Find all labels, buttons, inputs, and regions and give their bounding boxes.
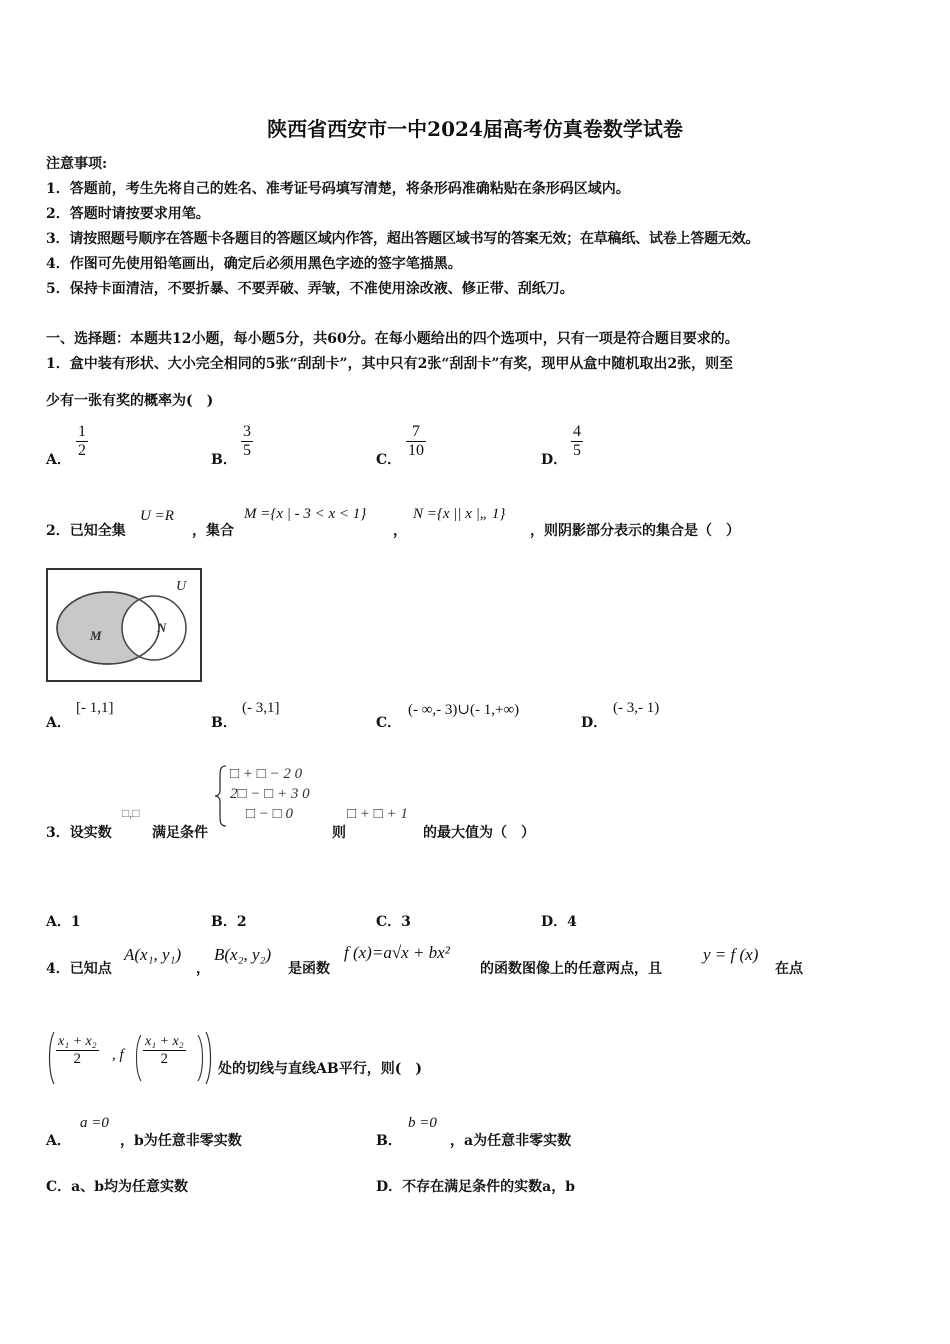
venn-label-n: N — [157, 620, 167, 635]
q4-comma: ， — [196, 961, 210, 977]
q2-option-b-label: B． — [211, 715, 237, 731]
q1-stem-line2: 少有一张有奖的概率为( ) — [46, 393, 214, 409]
q4-function: f (x)=a√x + bx² — [344, 943, 450, 962]
q2-universal-set: U =R — [140, 508, 174, 524]
q4-y-eq: y = f (x) — [703, 945, 759, 964]
q3-option-c: C．3 — [376, 914, 411, 930]
q4-option-d: D．不存在满足条件的实数a，b — [376, 1179, 576, 1195]
constraint-3: □ − □ 0 — [246, 806, 293, 822]
right-paren-icon — [204, 1030, 214, 1086]
q4-option-a-math: a =0 — [80, 1115, 109, 1131]
left-brace-icon — [214, 764, 228, 828]
constraint-2: 2□ − □ + 3 0 — [230, 786, 310, 802]
note-item-4: 4．作图可先使用铅笔画出，确定后必须用黑色字迹的签字笔描黑。 — [46, 256, 462, 272]
note-item-1: 1．答题前，考生先将自己的姓名、准考证号码填写清楚，将条形码准确粘贴在条形码区域内。 — [46, 181, 630, 197]
q2-set-n: N ={x || x |„ 1} — [413, 506, 506, 522]
q2-option-a-label: A． — [46, 715, 71, 731]
q3-constraint-system — [214, 764, 329, 828]
q4-option-b-text: ，a为任意非零实数 — [450, 1133, 572, 1149]
q3-option-a: A．1 — [46, 914, 81, 930]
q3-then: 则 — [332, 825, 346, 841]
q4-option-b-math: b =0 — [408, 1115, 437, 1131]
q4-mid1: 是函数 — [288, 961, 330, 977]
q2-suffix: ，则阴影部分表示的集合是（ ） — [530, 523, 740, 539]
inner-left-paren-icon — [133, 1033, 143, 1083]
venn-diagram — [46, 568, 202, 682]
q3-suffix: 的最大值为（ ） — [423, 825, 535, 841]
q4-midpoint-expression: x₁ + x₂ 2 , f x₁ + x₂ 2 — [46, 1030, 216, 1086]
q2-option-c-value: (- ∞,- 3)∪(- 1,+∞) — [408, 702, 520, 718]
section-header: 一、选择题：本题共12小题，每小题5分，共60分。在每小题给出的四个选项中，只有一项是符合题目要求的。 — [46, 331, 739, 347]
note-item-3: 3．请按照题号顺序在答题卡各题目的答题区域内作答，超出答题区域书写的答案无效；在草稿纸、试卷上答题无效。 — [46, 231, 760, 247]
q2-mid: ，集合 — [192, 523, 234, 539]
q2-option-c-label: C． — [376, 715, 402, 731]
q3-variables: □,□ — [122, 806, 140, 820]
venn-label-m: M — [90, 628, 102, 643]
q4-option-c: C．a、b均为任意实数 — [46, 1179, 189, 1195]
constraint-1: □ + □ − 2 0 — [230, 766, 303, 782]
q3-prefix: 3．设实数 — [46, 825, 112, 841]
q4-suffix2: 处的切线与直线AB平行，则( ) — [218, 1061, 422, 1077]
q2-option-d-label: D． — [581, 715, 608, 731]
q4-suffix1: 在点 — [775, 961, 803, 977]
q3-option-d: D．4 — [541, 914, 577, 930]
q4-option-a-label: A． — [46, 1133, 71, 1149]
q2-option-a-value: [- 1,1] — [76, 700, 114, 716]
q4-option-a-text: ，b为任意非零实数 — [120, 1133, 242, 1149]
q4-option-b-label: B． — [376, 1133, 402, 1149]
q4-mid2: 的函数图像上的任意两点，且 — [480, 961, 662, 977]
q2-option-b-value: (- 3,1] — [242, 700, 280, 716]
q4-point-b: B(x₂, y₂) — [214, 945, 272, 964]
notes-heading: 注意事项: — [46, 156, 108, 172]
q2-prefix: 2．已知全集 — [46, 523, 126, 539]
q1-stem-line1: 1．盒中装有形状、大小完全相同的5张“刮刮卡”，其中只有2张“刮刮卡”有奖，现甲从盒中随机取出2张，则至 — [46, 356, 734, 372]
q2-set-m: M ={x | - 3 < x < 1} — [244, 506, 367, 522]
q3-option-b: B．2 — [211, 914, 247, 930]
left-paren-icon — [46, 1030, 56, 1086]
q3-objective: □ + □ + 1 — [347, 806, 408, 822]
q4-prefix: 4．已知点 — [46, 961, 112, 977]
q2-option-d-value: (- 3,- 1) — [613, 700, 660, 716]
q3-mid: 满足条件 — [152, 825, 208, 841]
venn-label-u: U — [176, 579, 187, 594]
q2-comma: ， — [393, 523, 407, 539]
note-item-2: 2．答题时请按要求用笔。 — [46, 206, 210, 222]
q4-point-a: A(x₁, y₁) — [124, 945, 182, 964]
page-title: 陕西省西安市一中2024届高考仿真卷数学试卷 — [267, 117, 683, 141]
note-item-5: 5．保持卡面清洁，不要折暴、不要弄破、弄皱，不准使用涂改液、修正带、刮纸刀。 — [46, 281, 574, 297]
